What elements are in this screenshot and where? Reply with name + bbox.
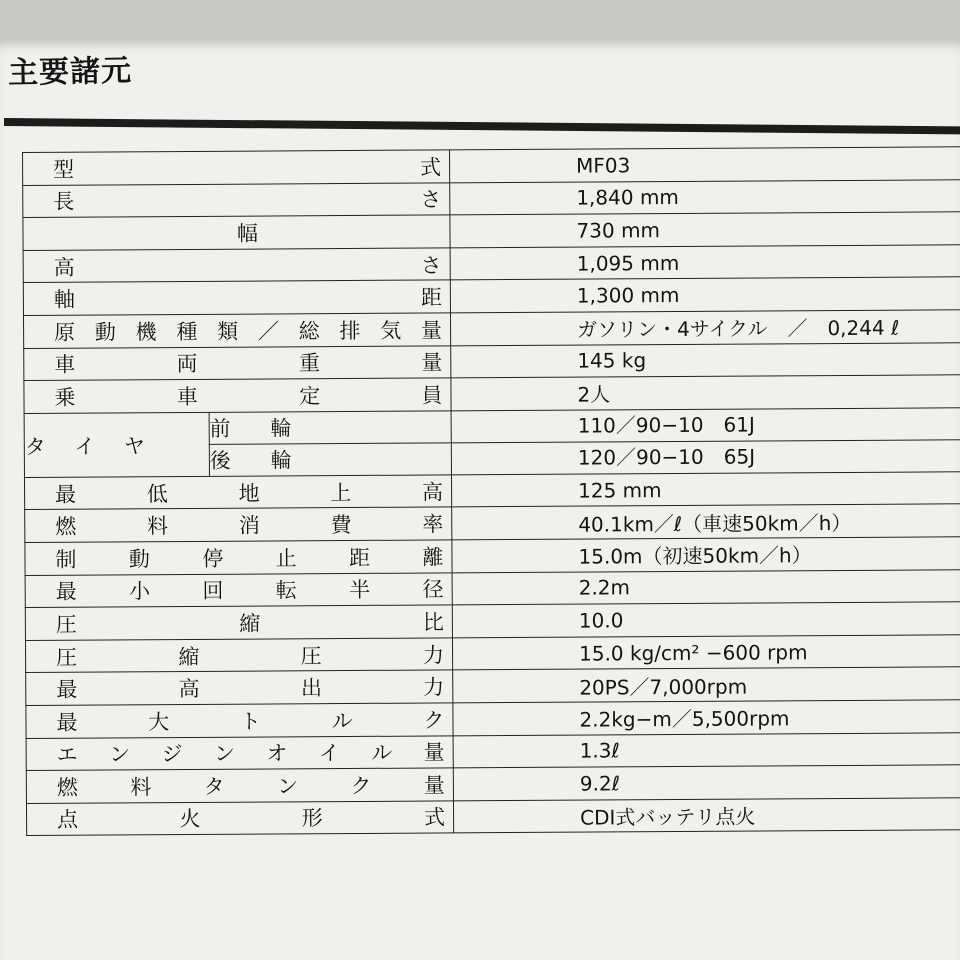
spec-label-text <box>54 282 442 314</box>
label-char: イ <box>318 741 340 766</box>
spec-value: 40.1km／ℓ（車速50km／h） <box>452 504 960 540</box>
spec-row-tire-front <box>24 407 960 477</box>
spec-label <box>25 507 452 542</box>
label-char: 最 <box>56 710 78 735</box>
spec-label <box>26 703 453 738</box>
spec-label <box>25 605 452 640</box>
spec-label-text <box>209 413 291 444</box>
label-char: ／ <box>257 319 280 344</box>
label-char: 距 <box>420 285 442 310</box>
label-char: タ <box>24 435 46 460</box>
spec-label-text <box>56 704 444 736</box>
spec-value <box>451 407 960 474</box>
spec-label-text <box>56 672 444 704</box>
label-char: 径 <box>422 577 444 602</box>
label-char: 止 <box>275 546 297 571</box>
label-char: オ <box>266 741 288 766</box>
spec-label-text <box>57 769 445 801</box>
label-char: ン <box>109 742 131 767</box>
spec-value: 730 mm <box>450 212 960 248</box>
spec-label-text <box>53 151 441 183</box>
spec-row-ignition <box>26 797 960 836</box>
label-char: 縮 <box>239 611 261 636</box>
label-char: 気 <box>380 318 402 343</box>
label-char: 上 <box>330 480 352 505</box>
spec-value: 125 mm <box>451 471 960 507</box>
label-char: 圧 <box>56 645 78 670</box>
label-char: タ <box>203 774 225 799</box>
label-char: 量 <box>421 350 443 375</box>
spec-value: CDI式バッテリ点火 <box>453 797 960 833</box>
label-char: 型 <box>53 157 75 182</box>
label-char: 料 <box>146 514 169 539</box>
label-char: 最 <box>55 580 77 605</box>
label-char: 大 <box>148 709 170 734</box>
label-char: ク <box>350 773 372 798</box>
label-char: ク <box>423 708 445 733</box>
spec-value: 2.2m <box>452 569 960 605</box>
spec-label-text <box>56 639 444 671</box>
label-char: 軸 <box>53 287 75 312</box>
label-char: 半 <box>349 578 371 603</box>
spec-value: 1,095 mm <box>450 244 960 280</box>
spec-label <box>26 670 453 705</box>
label-char: さ <box>420 187 442 212</box>
label-char: 制 <box>55 547 77 572</box>
label-char: 低 <box>146 481 168 506</box>
label-char: ジ <box>161 742 183 767</box>
spec-value: 15.0 kg/cm² −600 rpm <box>452 634 960 670</box>
spec-label <box>24 475 451 510</box>
spec-label-text <box>54 249 442 281</box>
label-char: 地 <box>238 481 260 506</box>
spec-value: 20PS／7,000rpm <box>453 667 960 703</box>
label-char: 料 <box>130 775 152 800</box>
spec-label <box>25 638 452 673</box>
label-char: 出 <box>300 676 323 701</box>
spec-value: ガソリン・4サイクル ／ 0,244 ℓ <box>450 309 960 345</box>
spec-label-text <box>55 476 443 508</box>
spec-label <box>24 411 451 478</box>
label-char: 長 <box>53 190 75 215</box>
spec-label-text <box>53 216 441 248</box>
label-char: 消 <box>238 513 260 538</box>
spec-value: 1,840 mm <box>450 179 960 215</box>
spec-label-text <box>57 802 445 834</box>
label-char: 員 <box>421 383 443 408</box>
spec-value: 1,300 mm <box>450 277 960 313</box>
label-char: ル <box>331 708 353 733</box>
spec-value: MF03 <box>449 146 960 182</box>
label-char: 転 <box>275 578 297 603</box>
label-char: 重 <box>298 351 321 376</box>
label-char: ヤ <box>123 434 145 459</box>
label-char: 力 <box>422 642 445 668</box>
label-char: 最 <box>55 482 77 507</box>
label-char: 高 <box>53 255 75 280</box>
spec-label-text <box>57 737 445 769</box>
label-char: 量 <box>420 318 443 343</box>
label-char: 式 <box>423 805 446 831</box>
label-char: 動 <box>94 320 116 345</box>
label-char: 費 <box>330 513 352 538</box>
spec-label-text <box>53 184 441 216</box>
spec-label <box>23 182 450 217</box>
label-char: 最 <box>56 677 78 702</box>
label-char: ル <box>371 741 393 766</box>
spec-value: 10.0 <box>452 602 960 638</box>
label-char: 高 <box>178 677 200 702</box>
spec-label <box>26 801 453 836</box>
spec-label <box>25 540 452 575</box>
label-char: 量 <box>423 740 445 765</box>
label-char: 距 <box>348 545 371 570</box>
spec-value: 15.0m（初速50km／h） <box>452 536 960 572</box>
label-char: 車 <box>176 384 198 410</box>
spec-label-text <box>25 429 145 462</box>
label-char: 排 <box>339 318 361 343</box>
spec-label <box>25 572 452 607</box>
label-char: 点 <box>57 808 79 833</box>
spec-label <box>26 768 453 803</box>
spec-label-text <box>54 347 442 379</box>
label-char: 原 <box>54 320 76 345</box>
label-char: 定 <box>299 384 321 409</box>
spec-label-text <box>56 574 444 606</box>
label-char: 式 <box>420 155 442 180</box>
spec-label-text <box>55 509 443 541</box>
spec-value: 2.2kg−m／5,500rpm <box>453 699 960 735</box>
label-char: 総 <box>298 318 320 344</box>
page-title: 主要諸元 <box>7 53 133 91</box>
label-char: 乗 <box>54 385 76 410</box>
label-char: ン <box>276 774 299 799</box>
spec-label <box>24 378 451 413</box>
spec-value: 2人 <box>451 375 960 411</box>
label-char: 圧 <box>300 643 322 668</box>
label-char: 縮 <box>178 644 200 669</box>
label-char: 圧 <box>55 612 77 637</box>
spec-label-text <box>54 314 442 346</box>
spec-label <box>23 280 450 315</box>
label-char: 類 <box>217 319 239 344</box>
label-char: 輪 <box>270 448 292 473</box>
label-char: 前 <box>209 416 231 442</box>
label-char: 種 <box>176 319 198 344</box>
spec-label <box>26 735 453 770</box>
label-char: 幅 <box>236 221 259 246</box>
label-char: 輪 <box>270 416 292 441</box>
label-char: 燃 <box>56 775 78 800</box>
label-char: エ <box>56 742 78 768</box>
spec-label <box>24 345 451 380</box>
label-char: 火 <box>179 807 201 832</box>
spec-label-text <box>55 541 443 573</box>
label-char: 後 <box>209 448 231 474</box>
label-char: 燃 <box>55 514 77 539</box>
label-char: 率 <box>422 512 444 537</box>
label-char: ン <box>213 742 236 767</box>
spec-table <box>22 146 960 836</box>
label-char: 小 <box>129 579 151 604</box>
spec-value: 145 kg <box>451 342 960 378</box>
spec-label <box>23 248 450 283</box>
label-char: 回 <box>202 579 224 604</box>
label-char: 停 <box>202 546 224 571</box>
label-char: 離 <box>422 545 444 570</box>
spec-value: 1.3ℓ <box>453 732 960 768</box>
label-char: 高 <box>422 479 444 505</box>
spec-value: 9.2ℓ <box>453 764 960 800</box>
label-char: 動 <box>128 546 150 572</box>
spec-label-text <box>56 606 444 638</box>
label-char: さ <box>420 253 442 278</box>
spec-label <box>23 150 450 185</box>
label-char: 車 <box>54 353 76 378</box>
spec-label-text <box>54 379 442 411</box>
label-char: 比 <box>422 610 444 635</box>
spec-label <box>23 215 450 250</box>
label-char: 量 <box>423 773 445 798</box>
spec-label <box>23 313 450 348</box>
label-char: ト <box>239 709 262 734</box>
label-char: イ <box>74 434 96 459</box>
label-char: 機 <box>135 319 157 345</box>
tire-rear-value: 120／90−10 65J <box>577 444 756 470</box>
label-char: 力 <box>423 675 445 700</box>
spec-label-text <box>210 445 292 476</box>
label-char: 形 <box>301 806 323 831</box>
tire-front-value: 110／90−10 61J <box>452 408 960 443</box>
label-char: 両 <box>176 352 198 377</box>
